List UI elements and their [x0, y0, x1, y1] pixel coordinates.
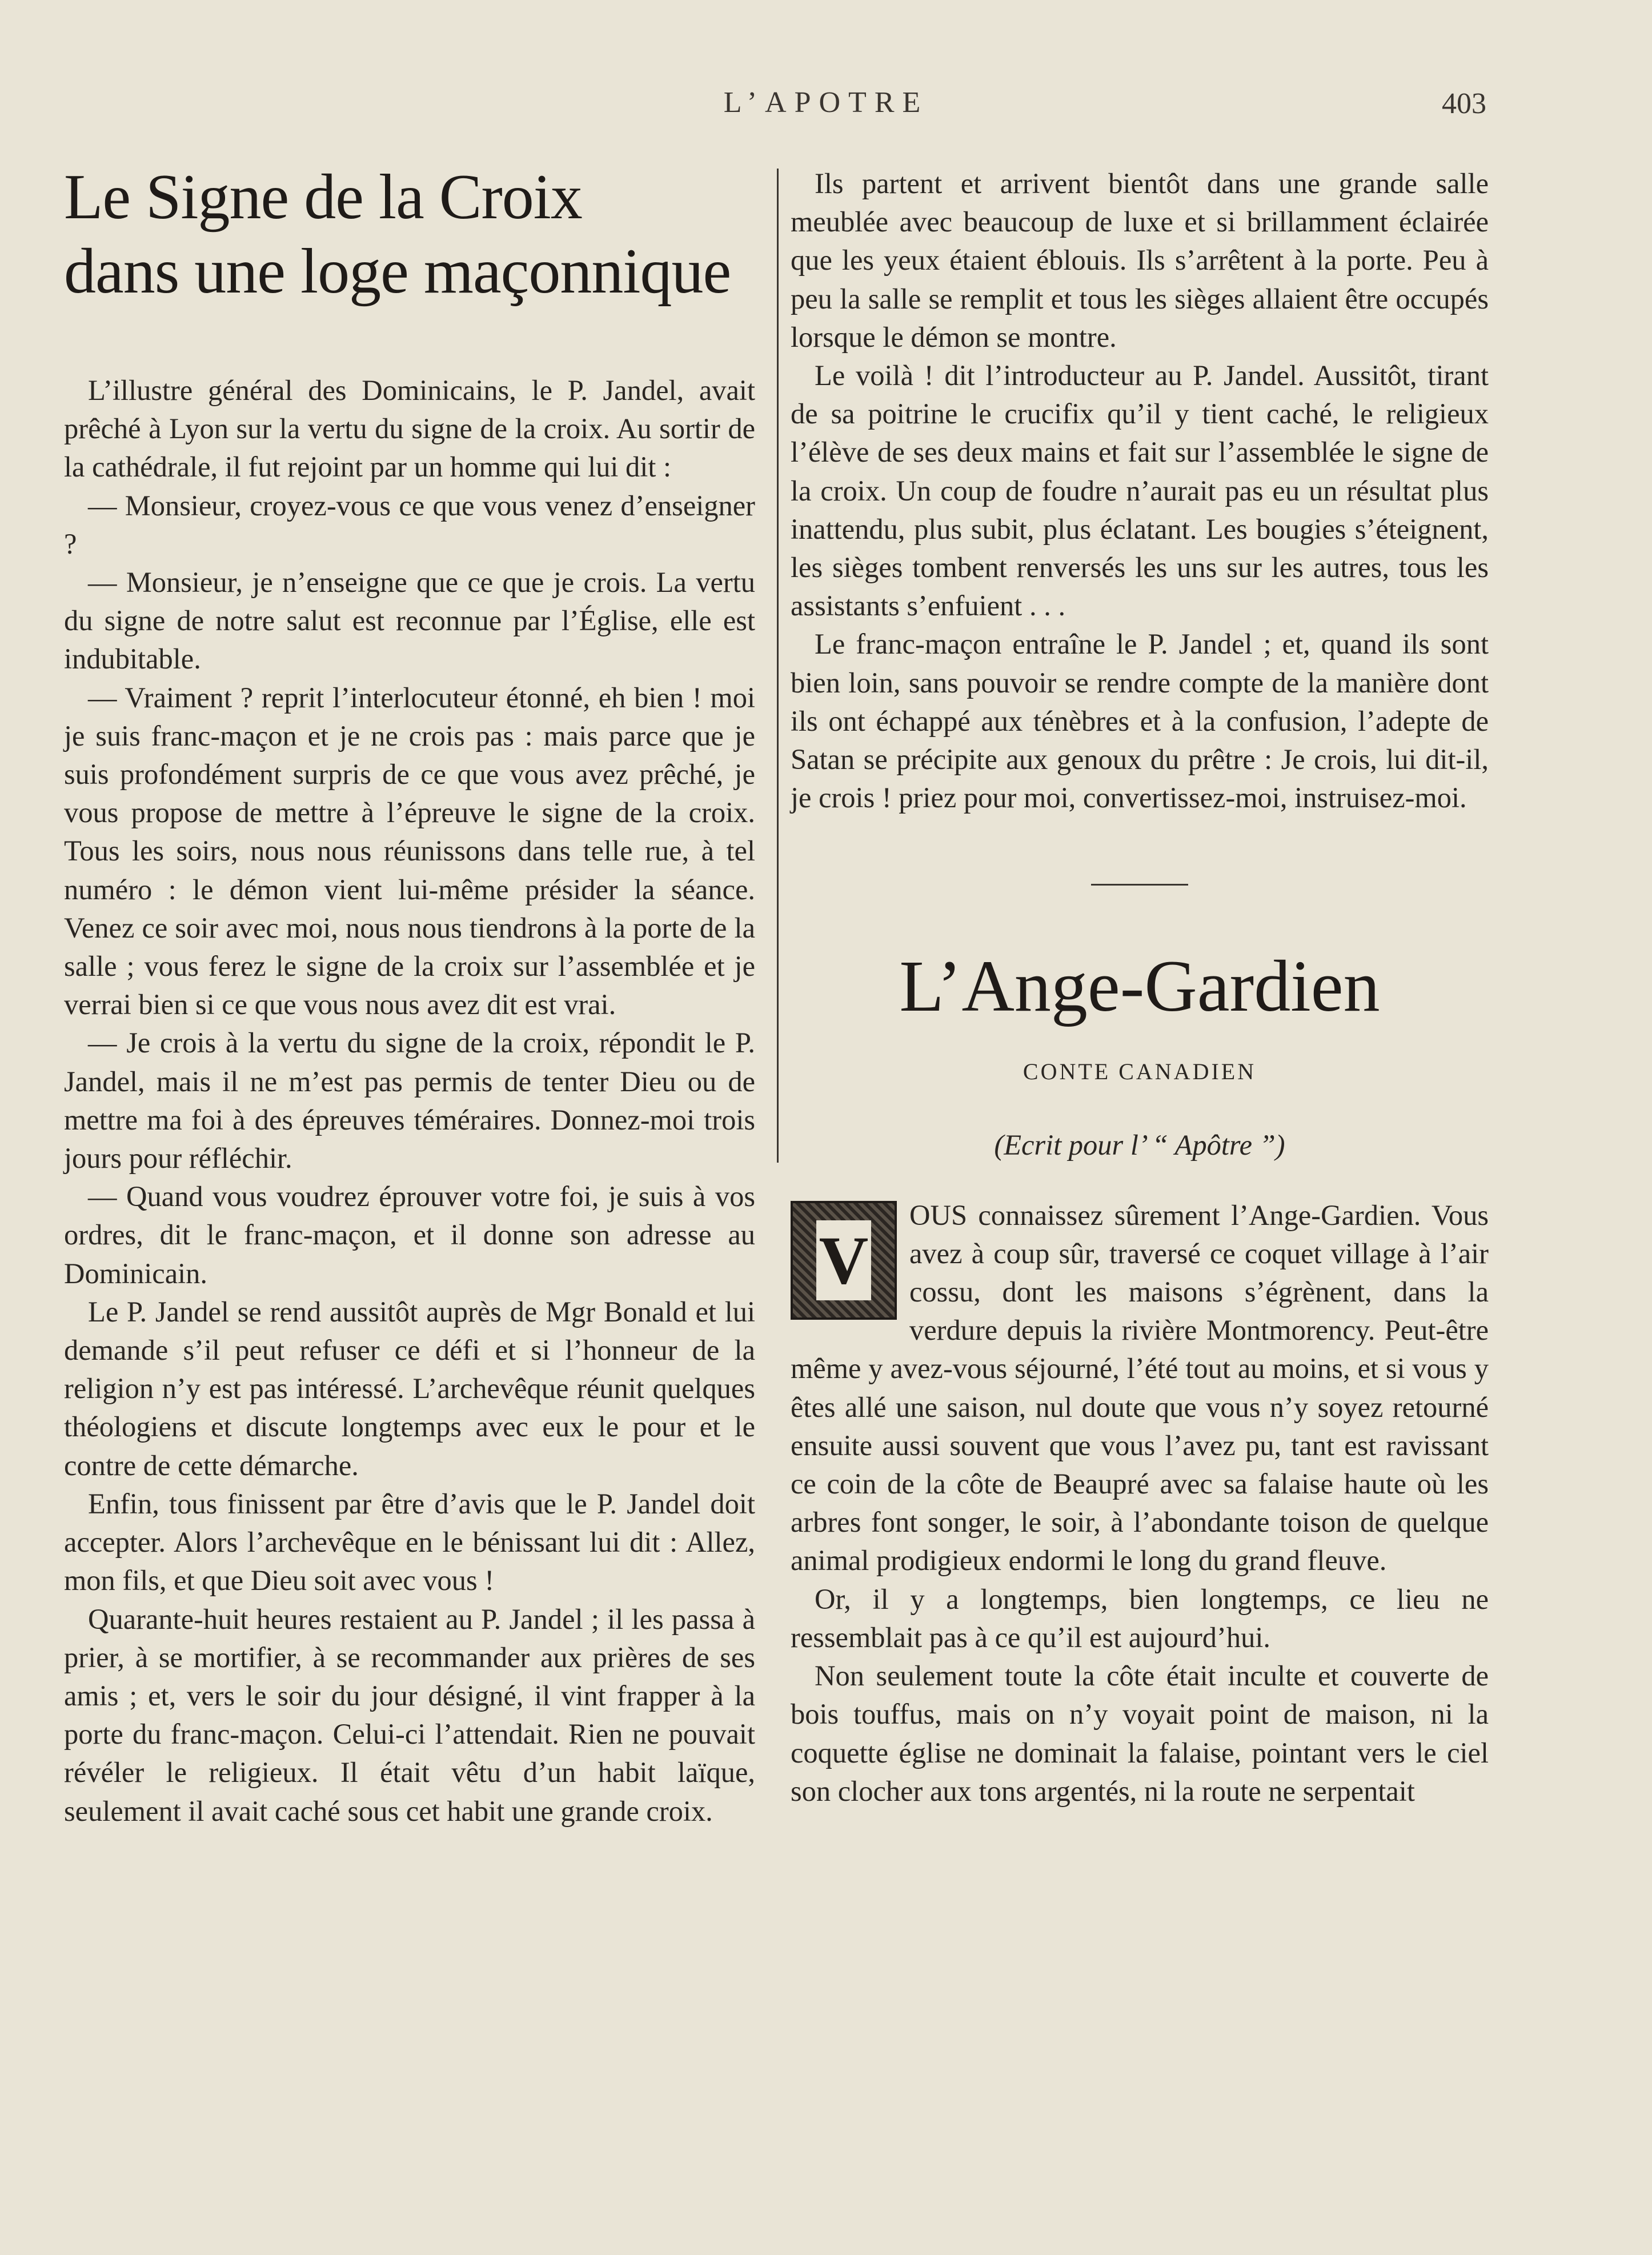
paragraph: Quarante-huit heures restaient au P. Jandel ; il les passa à prier, à se mortifier, à se recommander aux prières de ses amis ; et, vers le soir du jour désigné, il vint frapper à la porte du franc-maçon. Celui-ci l’attendait. Rien ne pouvait révéler le religieux. Il était vêtu d’un habit laïque, seulement il avait caché sous cet habit une grande croix. — [64, 1603, 755, 1827]
paragraph: Or, il y a longtemps, bien longtemps, ce lieu ne ressemblait pas à ce qu’il est aujourd’hui. — [791, 1583, 1489, 1653]
paragraph: Enfin, tous finissent par être d’avis que le P. Jandel doit accepter. Alors l’archevêque en le bénissant lui dit : Allez, mon fils, et que Dieu soit avec vous ! — [64, 1487, 755, 1597]
page-number: 403 — [1442, 87, 1486, 120]
running-title: L’APOTRE — [723, 86, 929, 119]
paragraph: L’illustre général des Dominicains, le P. Jandel, avait prêché à Lyon sur la vertu du signe de la croix. Au sortir de la cathédrale, il fut rejoint par un homme qui lui dit : — [64, 374, 755, 483]
story-title: L’Ange-Gardien — [899, 946, 1380, 1027]
paragraph: — Monsieur, je n’enseigne que ce que je crois. La vertu du signe de notre salut est reconnue par l’Église, elle est indubitable. — [64, 566, 755, 675]
left-column — [64, 160, 755, 1831]
paragraph: Ils partent et arrivent bientôt dans une grande salle meublée avec beaucoup de luxe et si brillamment éclairée que les yeux étaient éblouis. Ils s’arrêtent à la porte. Peu à peu la salle se remplit et tous les sièges allaient être occupés lorsque le démon se montre. — [791, 167, 1489, 353]
article-title-line-2: dans une loge maçonnique — [64, 236, 731, 307]
paragraph: Le P. Jandel se rend aussitôt auprès de Mgr Bonald et lui demande s’il peut refuser ce défi et si l’honneur de la religion n’y est pas intéressé. L’archevêque réunit quelques théologiens et discute longtemps avec eux le pour et le contre de cette démarche. — [64, 1295, 755, 1481]
section-separator — [791, 863, 1489, 901]
ornamental-dropcap — [791, 1201, 897, 1320]
paragraph: Le voilà ! dit l’introducteur au P. Jandel. Aussitôt, tirant de sa poitrine le crucifix qu’il y tient caché, le religieux l’élève de ses deux mains et fait sur l’assemblée le signe de la croix. Un coup de foudre n’aurait pas eu un résultat plus inattendu, plus subit, plus éclatant. Les bougies s’éteignent, les sièges tombent renversés les uns sur les autres, tous les assistants s’enfuient . . . — [791, 359, 1489, 622]
paragraph: — Quand vous voudrez éprouver votre foi, je suis à vos ordres, dit le franc-maçon, et il donne son adresse au Dominicain. — [64, 1180, 755, 1289]
column-rule — [777, 169, 779, 1163]
story-first-paragraph — [791, 1196, 1489, 1580]
paragraph: Non seulement toute la côte était inculte et couverte de bois touffus, mais on n’y voyait point de maison, ni la coquette église ne dominait la falaise, pointant vers le ciel son clocher aux tons argentés, ni la route ne serpentait — [791, 1660, 1489, 1807]
article-title — [64, 160, 755, 309]
article-title-line-1: Le Signe de la Croix — [64, 162, 582, 233]
paragraph: — Vraiment ? reprit l’interlocuteur étonné, eh bien ! moi je suis franc-maçon et je ne crois pas : mais parce que je suis profondément surpris de ce que vous avez prêché, je vous propose de mettre à l’épreuve le signe de la croix. Tous les soirs, nous nous réunissons dans telle rue, à tel numéro : le démon vient lui-même présider la séance. Venez ce soir avec moi, nous nous tiendrons à la porte de la salle ; vous ferez le signe de la croix sur l’assemblée et je verrai bien si ce que vous nous avez dit est vrai. — [64, 681, 755, 1021]
paragraph: — Monsieur, croyez-vous ce que vous venez d’enseigner ? — [64, 489, 755, 560]
paragraph: Le franc-maçon entraîne le P. Jandel ; et, quand ils sont bien loin, sans pouvoir se rendre compte de la manière dont ils ont échappé aux ténèbres et à la confusion, l’adepte de Satan se précipite aux genoux du prêtre : Je crois, lui dit-il, je crois ! priez pour moi, convertissez-moi, instruisez-moi. — [791, 628, 1489, 814]
dropcap-letter: V — [816, 1220, 871, 1300]
paragraph: — Je crois à la vertu du signe de la croix, répondit le P. Jandel, mais il ne m’est pas permis de tenter Dieu ou de mettre ma foi à des épreuves téméraires. Donnez-moi trois jours pour réfléchir. — [64, 1027, 755, 1175]
right-column — [791, 165, 1489, 1811]
story-first-paragraph-text: OUS connaissez sûrement l’Ange-Gardien. Vous avez à coup sûr, traversé ce coquet village à l’air cossu, dont les maisons s’égrènent, dans la verdure depuis la rivière Montmorency. Peut-être même y avez-vous séjourné, l’été tout au moins, et si vous y êtes allé une saison, nul doute que vous n’y soyez retourné ensuite aussi souvent que vous l’avez pu, tant est ravissant ce coin de la côte de Beaupré avec sa falaise haute où les arbres font songer, le soir, à l’abondante toison de quelque animal prodigieux endormi le long du grand fleuve. — [791, 1199, 1489, 1577]
story-note: (Ecrit pour l’ “ Apôtre ”) — [994, 1129, 1285, 1161]
story-subtitle: CONTE CANADIEN — [1023, 1059, 1257, 1085]
